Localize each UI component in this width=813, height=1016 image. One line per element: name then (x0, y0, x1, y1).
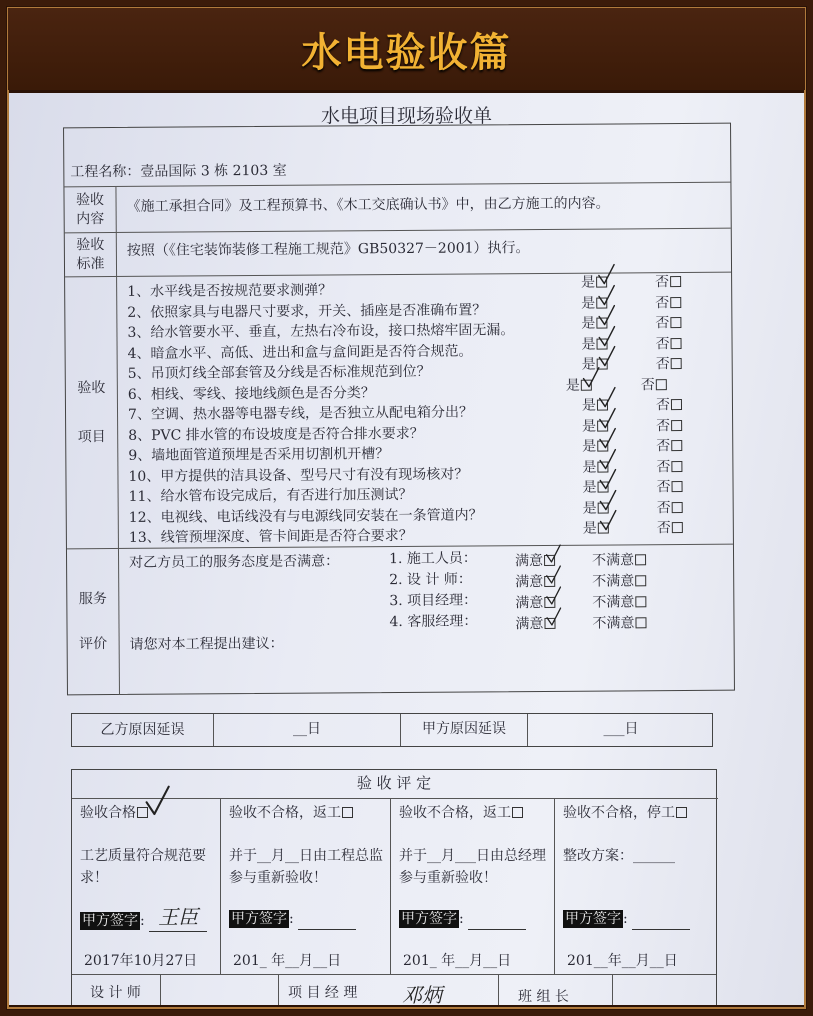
evaluation-option-title: 验收合格 (80, 805, 136, 821)
no-label: 否 (655, 356, 670, 373)
standard-text: 按照（《住宅装饰装修工程施工规范》GB50327－2001）执行。 (126, 240, 530, 259)
no-label: 否 (656, 479, 671, 496)
evaluation-table (71, 769, 717, 1005)
checkbox-box (672, 481, 683, 492)
item-text: 1、水平线是否按规范要求测弹？ (127, 282, 333, 300)
suggestion-prompt: 请您对本工程提出建议： (129, 635, 284, 653)
evaluation-option-title: 验收不合格，停工 (563, 805, 675, 821)
satisfied-label: 满意 (515, 594, 544, 612)
unsatisfied-label: 不满意 (592, 552, 635, 569)
items-section (65, 272, 733, 549)
standard-row (65, 228, 731, 277)
evaluation-column (390, 798, 554, 974)
yes-label: 是 (581, 295, 596, 312)
service-role: 1. 施工人员： (388, 550, 477, 568)
service-label-2: 评价 (79, 636, 108, 653)
checkbox-box (597, 338, 608, 349)
yes-checkbox[interactable] (582, 456, 608, 476)
checkbox-box (597, 461, 608, 472)
item-text: 2、依照家具与电器尺寸要求，开关、插座是否准确布置？ (127, 301, 487, 321)
evaluation-column (554, 798, 718, 974)
no-checkbox[interactable] (641, 374, 667, 394)
checkbox-box (544, 555, 555, 566)
item-text: 7、空调、热水器等电器专线，是否独立从配电箱分出？ (127, 404, 473, 423)
team-leader-label: 班 组 长 (518, 989, 569, 1005)
item-text: 12、电视线、电话线没有与电源线同安装在一条管道内？ (128, 506, 483, 526)
delay-table (71, 713, 713, 747)
no-checkbox[interactable] (656, 476, 682, 496)
no-label: 否 (656, 438, 671, 455)
yes-label: 是 (582, 520, 597, 537)
sign-label: 甲方签字 : 王臣 (80, 907, 207, 932)
content-label-2: 内容 (76, 211, 105, 228)
service-role: 2. 设 计 师： (389, 571, 472, 589)
item-text: 5、吊顶灯线全部套管及分线是否标准规范到位？ (127, 363, 431, 382)
yes-label: 是 (581, 274, 596, 291)
yes-checkbox[interactable] (581, 292, 607, 312)
yes-checkbox[interactable] (566, 374, 592, 394)
standard-label-2: 标准 (76, 256, 105, 273)
no-label: 否 (656, 520, 671, 537)
yes-checkbox[interactable] (583, 518, 609, 538)
checkbox-box (635, 596, 646, 607)
checkbox-box (137, 807, 148, 818)
evaluation-date[interactable]: 201__年__月__日 (567, 953, 678, 969)
signature-line[interactable] (149, 907, 207, 932)
service-role: 3. 项目经理： (389, 592, 478, 610)
unsatisfied-checkbox[interactable] (592, 549, 646, 569)
yes-checkbox[interactable] (581, 333, 607, 353)
no-label: 否 (655, 335, 670, 352)
evaluation-date[interactable]: 201_ 年__月__日 (403, 953, 512, 969)
unsatisfied-label: 不满意 (592, 615, 635, 632)
checkbox-box (670, 297, 681, 308)
content-label: 验收 (75, 192, 105, 209)
checkbox-box (635, 554, 646, 565)
evaluation-option-title: 验收不合格，返工 (229, 805, 341, 821)
yes-label: 是 (582, 479, 597, 496)
signature: 王臣 (158, 905, 199, 929)
checkbox-box (596, 318, 607, 329)
items-label: 验收 (77, 380, 106, 397)
unsatisfied-label: 不满意 (592, 573, 635, 590)
checkbox-box (671, 399, 682, 410)
yes-label: 是 (582, 500, 597, 517)
checkbox-box (342, 807, 353, 818)
sign-label-text: 甲方签字 (82, 913, 138, 929)
evaluation-option-title: 验收不合格，返工 (399, 805, 511, 821)
sign-label: 甲方签字 : (229, 907, 356, 930)
banner (8, 8, 805, 90)
satisfied-checkbox[interactable] (515, 613, 555, 633)
service-role: 4. 客服经理： (389, 613, 478, 631)
sign-label-text: 甲方签字 (565, 911, 621, 927)
checkbox-box (635, 617, 646, 628)
yes-checkbox[interactable] (581, 313, 607, 333)
yes-checkbox[interactable] (583, 497, 609, 517)
no-checkbox[interactable] (655, 333, 681, 353)
project-manager-label: 项 目 经 理 (288, 985, 358, 1001)
no-label: 否 (655, 315, 670, 332)
checkbox-box (671, 420, 682, 431)
party-a-delay-days[interactable]: ___日 (603, 721, 639, 737)
unsatisfied-checkbox[interactable] (592, 591, 646, 611)
item-text: 8、PVC 排水管的布设坡度是否符合排水要求？ (128, 425, 424, 444)
party-a-delay-label: 甲方原因延误 (400, 714, 528, 746)
yes-checkbox[interactable] (582, 354, 608, 374)
party-b-delay-label: 乙方原因延误 (72, 714, 214, 746)
checkbox-box (597, 400, 608, 411)
item-text: 6、相线、零线、接地线颜色是否分类？ (127, 384, 375, 403)
satisfied-label: 满意 (515, 573, 544, 591)
main-table (63, 123, 735, 696)
evaluation-column (72, 798, 220, 974)
yes-checkbox[interactable] (582, 436, 608, 456)
evaluation-column (220, 798, 390, 974)
evaluation-option[interactable] (80, 805, 148, 822)
checkbox-box (597, 420, 608, 431)
content-row (64, 182, 730, 233)
evaluation-date[interactable]: 201_ 年__月__日 (233, 953, 342, 969)
evaluation-body: 并于__月__日由工程总监参与重新验收！ (229, 848, 383, 886)
evaluation-option[interactable] (229, 805, 353, 822)
evaluation-body: 整改方案：______ (563, 848, 675, 864)
checkbox-box (598, 482, 609, 493)
items-label-2: 项目 (77, 429, 106, 446)
no-label: 否 (656, 499, 671, 516)
item-text: 13、线管预埋深度、管卡间距是否符合要求？ (128, 527, 413, 546)
no-checkbox[interactable] (655, 271, 681, 291)
evaluation-footer (72, 974, 716, 1005)
no-checkbox[interactable] (656, 435, 682, 455)
evaluation-date[interactable]: 2017年10月27日 (84, 953, 198, 969)
checkbox-box (597, 359, 608, 370)
project-name: 壹品国际 3 栋 2103 室 (140, 162, 287, 180)
yes-label: 是 (582, 459, 597, 476)
service-label: 服务 (78, 591, 107, 608)
satisfied-label: 满意 (515, 552, 544, 570)
evaluation-option[interactable] (399, 805, 523, 822)
yes-label: 是 (581, 356, 596, 373)
sign-label-text: 甲方签字 (231, 911, 287, 927)
checkbox-box (544, 618, 555, 629)
yes-label: 是 (582, 418, 597, 435)
checkbox-box (672, 502, 683, 513)
no-label: 否 (655, 397, 671, 414)
checkbox-box (598, 523, 609, 534)
standard-label: 验收 (76, 237, 105, 254)
service-section (67, 544, 734, 695)
signature-line[interactable] (298, 907, 356, 930)
item-text: 9、墙地面管道预埋是否采用切割机开槽？ (128, 446, 390, 464)
signature-line[interactable] (468, 907, 526, 930)
item-text: 3、给水管要水平、垂直，左热右冷布设，接口热熔牢固无漏。 (127, 322, 515, 341)
no-label: 否 (656, 458, 671, 475)
no-checkbox[interactable] (655, 312, 681, 332)
yes-checkbox[interactable] (582, 395, 608, 415)
project-label: 工程名称： (70, 163, 141, 181)
evaluation-body: 并于__月___日由总经理参与重新验收！ (399, 848, 546, 886)
project-name-row (70, 163, 286, 182)
service-question: 对乙方员工的服务态度是否满意： (129, 553, 340, 571)
unsatisfied-checkbox[interactable] (592, 570, 646, 590)
checkbox-box (581, 379, 592, 390)
no-label: 否 (656, 417, 671, 434)
checkbox-box (544, 597, 555, 608)
no-checkbox[interactable] (655, 292, 681, 312)
content-text: 《施工承担合同》及工程预算书、《木工交底确认书》中，由乙方施工的内容。 (126, 195, 610, 215)
yes-label: 是 (581, 397, 597, 414)
no-checkbox[interactable] (656, 456, 682, 476)
satisfied-checkbox[interactable] (515, 550, 555, 570)
unsatisfied-label: 不满意 (592, 594, 635, 611)
acceptance-form (9, 93, 804, 1005)
no-checkbox[interactable] (656, 394, 682, 414)
no-checkbox[interactable] (656, 353, 682, 373)
yes-label: 是 (581, 336, 596, 353)
evaluation-option[interactable] (563, 805, 687, 822)
checkbox-box (671, 461, 682, 472)
party-b-delay-days[interactable]: __日 (293, 721, 321, 737)
checkbox-box (671, 338, 682, 349)
satisfied-checkbox[interactable] (515, 571, 555, 591)
no-checkbox[interactable] (657, 517, 683, 537)
sign-label: 甲方签字 : (399, 907, 526, 930)
sign-label: 甲方签字 : (563, 907, 690, 930)
checkbox-box (672, 522, 683, 533)
checkbox-box (676, 807, 687, 818)
checkbox-box (656, 379, 667, 390)
no-checkbox[interactable] (656, 415, 682, 435)
yes-label: 是 (581, 315, 596, 332)
satisfied-checkbox[interactable] (515, 592, 555, 612)
unsatisfied-checkbox[interactable] (592, 612, 646, 632)
checkbox-box (671, 440, 682, 451)
yes-label: 是 (565, 377, 580, 394)
yes-label: 是 (582, 438, 597, 455)
yes-checkbox[interactable] (581, 272, 607, 292)
evaluation-body: 工艺质量符合规范要求！ (80, 848, 206, 886)
no-checkbox[interactable] (657, 497, 683, 517)
item-text: 4、暗盒水平、高低、进出和盒与盒间距是否符合规范。 (127, 342, 473, 362)
form-title: 水电项目现场验收单 (320, 105, 492, 127)
no-label: 否 (655, 294, 670, 311)
banner-title: 水电验收篇 (301, 29, 512, 76)
checkbox-box (512, 807, 523, 818)
no-label: 否 (655, 274, 670, 291)
evaluation-header: 验 收 评 定 (356, 774, 432, 792)
signature-line[interactable] (632, 907, 690, 930)
designer-label: 设 计 师 (90, 985, 141, 1001)
checkbox-box (597, 441, 608, 452)
sign-label-text: 甲方签字 (401, 911, 457, 927)
checkbox-box (596, 277, 607, 288)
checkbox-box (670, 317, 681, 328)
checkbox-box (670, 276, 681, 287)
project-manager-signature: 邓炳 (402, 983, 442, 1005)
checkbox-box (596, 297, 607, 308)
checkbox-box (544, 576, 555, 587)
checkbox-box (635, 575, 646, 586)
no-label: 否 (640, 376, 655, 393)
checkbox-box (598, 502, 609, 513)
yes-checkbox[interactable] (582, 415, 608, 435)
satisfied-label: 满意 (515, 615, 544, 633)
item-text: 11、给水管布设完成后，有否进行加压测试？ (128, 486, 413, 505)
checkbox-box (671, 358, 682, 369)
item-text: 10、甲方提供的洁具设备、型号尺寸有没有现场核对？ (128, 466, 469, 485)
yes-checkbox[interactable] (582, 477, 608, 497)
